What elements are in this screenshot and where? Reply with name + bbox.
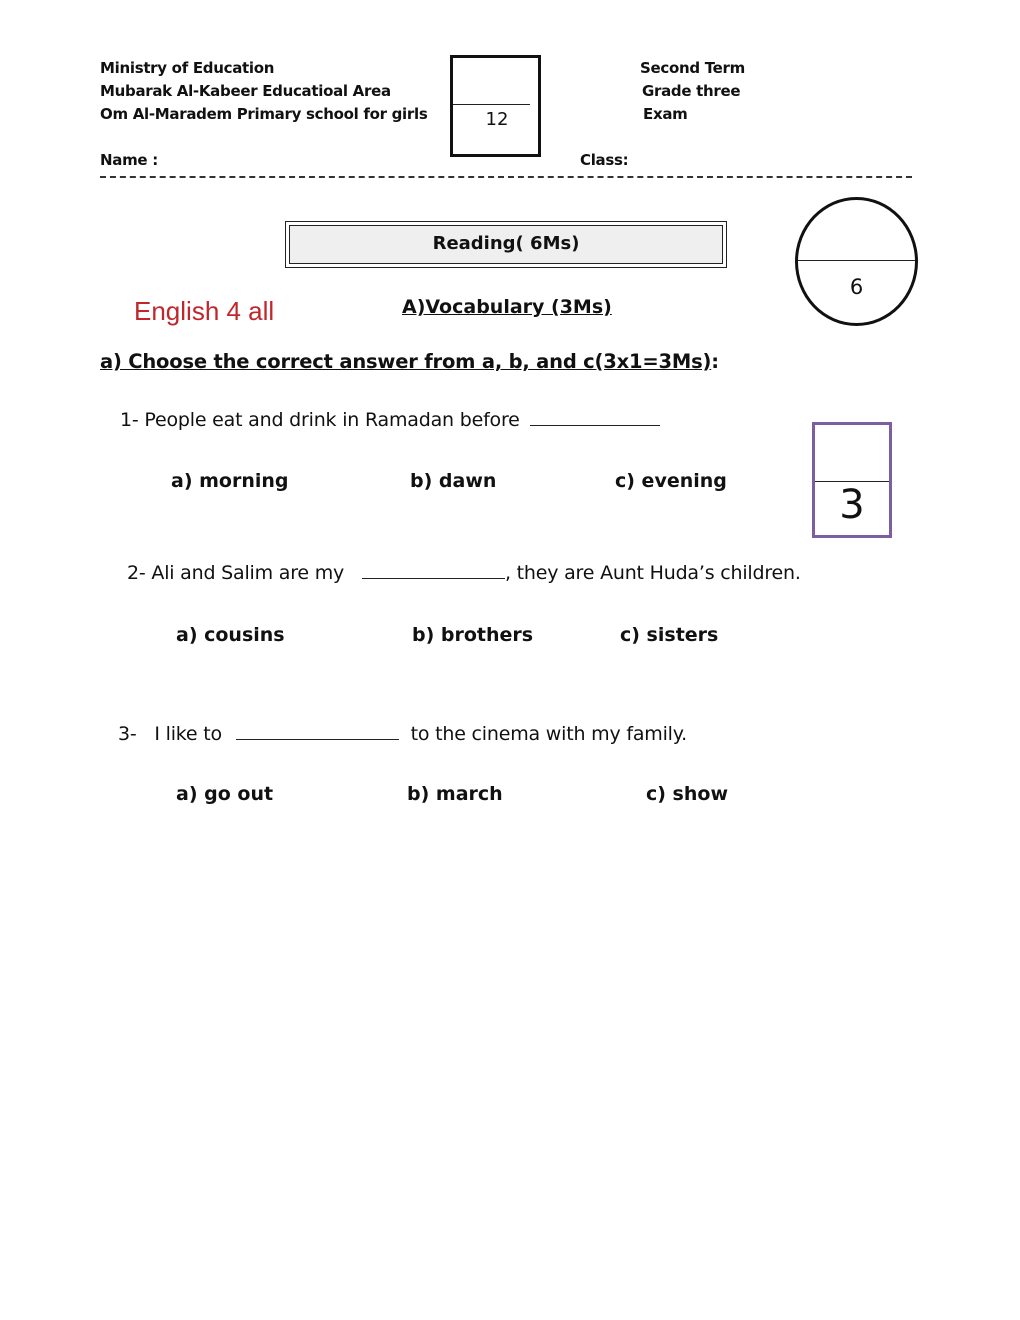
term-line: Second Term <box>640 59 745 77</box>
name-label: Name : <box>100 151 158 169</box>
question-text: People eat and drink in Ramadan before <box>144 409 520 431</box>
question-text: Ali and Salim are my <box>151 562 345 584</box>
section-title: Reading( 6Ms) <box>289 225 723 264</box>
section-score-circle <box>795 197 918 326</box>
ministry-line: Ministry of Education <box>100 59 275 77</box>
option-a[interactable]: a) go out <box>176 783 274 805</box>
question-text-after: , they are Aunt Huda’s children. <box>504 562 801 584</box>
total-score-box <box>450 55 541 157</box>
area-line: Mubarak Al-Kabeer Educatioal Area <box>100 82 391 100</box>
question-2 <box>127 560 801 584</box>
question-3 <box>118 721 687 745</box>
question-text-after: to the cinema with my family. <box>410 723 687 745</box>
question-number: 3- <box>118 723 137 745</box>
instruction-text: a) Choose the correct answer from a, b, and c(3x1=3Ms) <box>100 350 712 373</box>
part-score-box <box>812 422 892 538</box>
part-score-value: 3 <box>839 482 865 528</box>
question-1 <box>120 407 660 431</box>
option-c[interactable]: c) sisters <box>620 624 719 646</box>
instruction <box>100 350 719 373</box>
option-b[interactable]: b) brothers <box>412 624 534 646</box>
option-c[interactable]: c) show <box>646 783 729 805</box>
total-score-value: 12 <box>485 109 509 130</box>
section-title-box <box>285 221 727 268</box>
option-a[interactable]: a) morning <box>171 470 289 492</box>
option-b[interactable]: b) dawn <box>410 470 497 492</box>
grade-line: Grade three <box>642 82 741 100</box>
dashed-separator <box>100 176 912 178</box>
watermark-text: English 4 all <box>134 296 275 326</box>
circle-divider <box>798 260 915 261</box>
answer-blank[interactable] <box>362 560 505 579</box>
score-divider <box>453 104 530 105</box>
question-number: 1- <box>120 409 139 431</box>
option-a[interactable]: a) cousins <box>176 624 285 646</box>
answer-blank[interactable] <box>530 407 660 426</box>
question-number: 2- <box>127 562 146 584</box>
option-b[interactable]: b) march <box>407 783 503 805</box>
class-label: Class: <box>580 151 629 169</box>
option-c[interactable]: c) evening <box>615 470 727 492</box>
instruction-colon: : <box>711 350 719 373</box>
section-score-value: 6 <box>849 275 864 299</box>
exam-line: Exam <box>643 105 688 123</box>
answer-blank[interactable] <box>236 721 399 740</box>
school-line: Om Al-Maradem Primary school for girls <box>100 105 428 123</box>
question-text: I like to <box>154 723 222 745</box>
vocabulary-heading: A)Vocabulary (3Ms) <box>402 296 612 318</box>
